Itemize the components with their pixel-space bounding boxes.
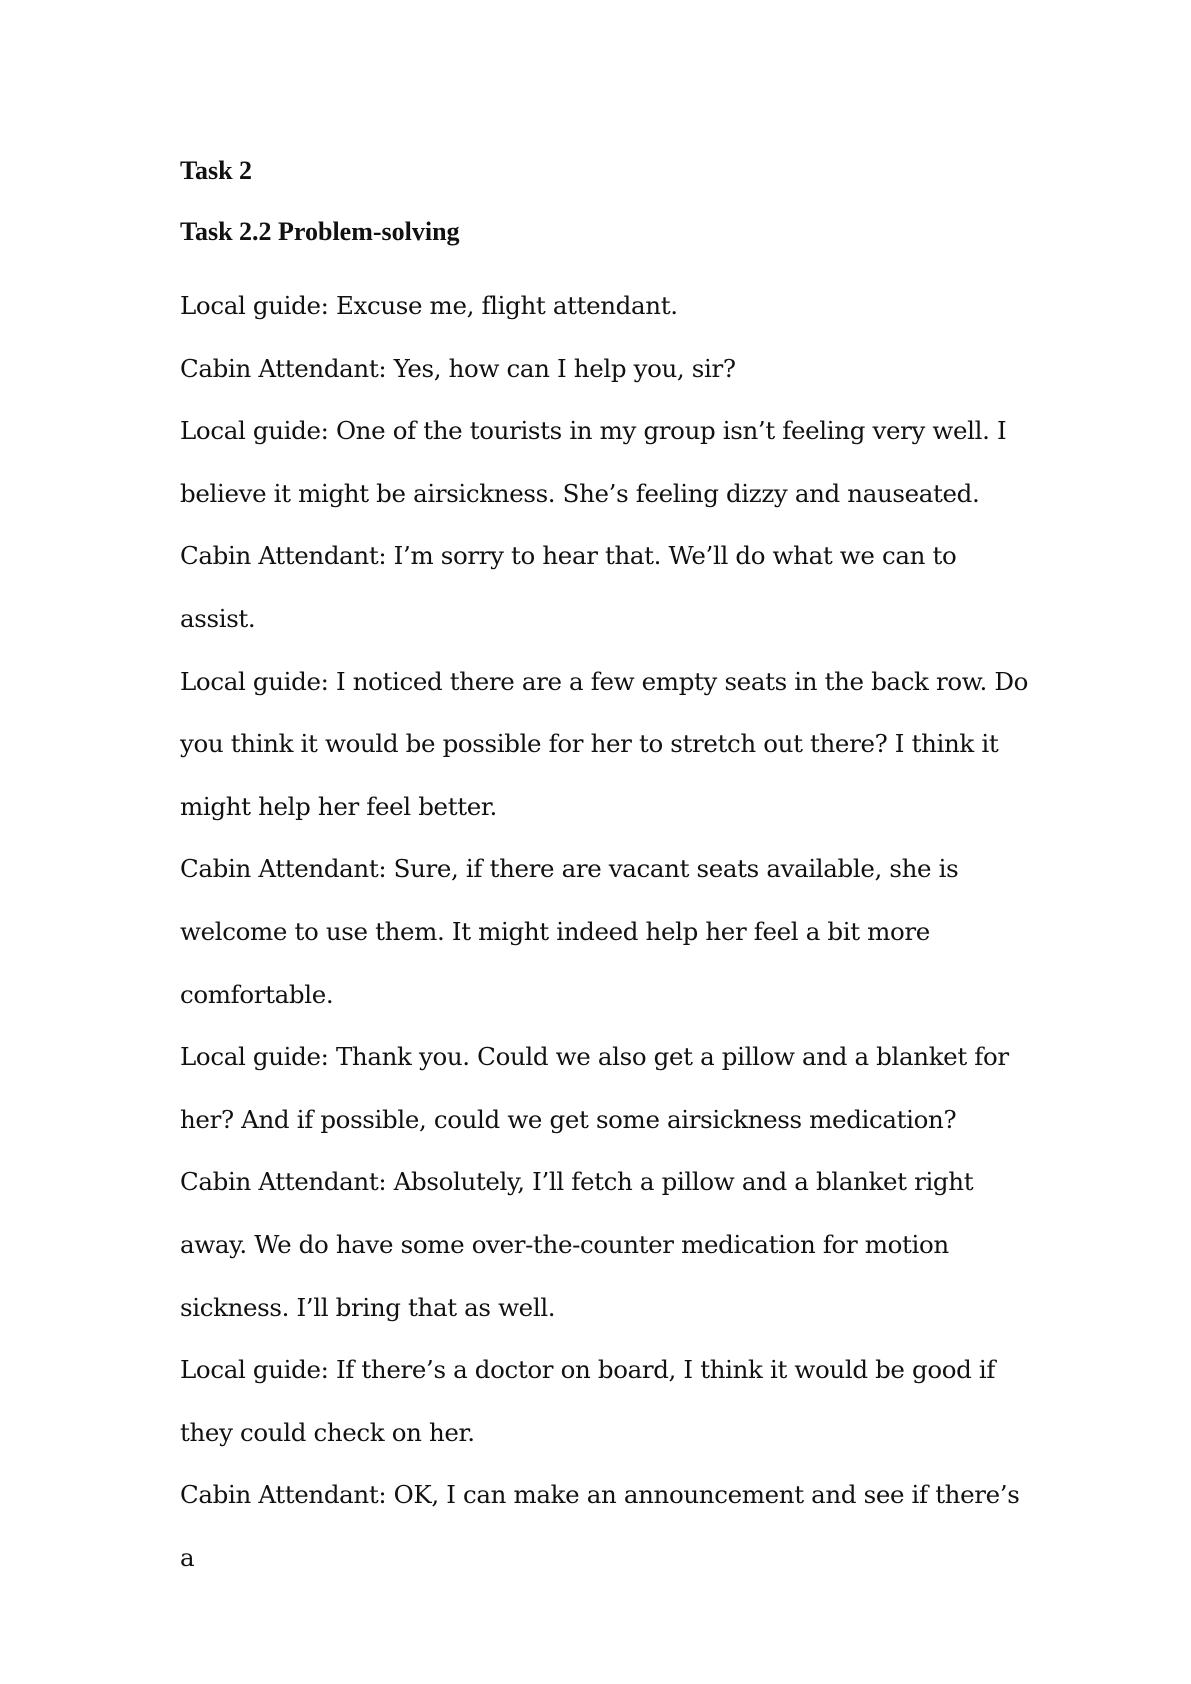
dialogue-line: Cabin Attendant: I’m sorry to hear that. We’ll do what we can to assist. [180, 541, 957, 633]
task-subtitle: Task 2.2 Problem-solving [180, 217, 460, 246]
dialogue-line: Local guide: If there’s a doctor on board, I think it would be good if they could check on her. [180, 1355, 996, 1447]
dialogue-line: Local guide: Excuse me, flight attendant. [180, 291, 678, 320]
document-body [180, 156, 1030, 1589]
dialogue-line: Cabin Attendant: Absolutely, I’ll fetch a pillow and a blanket right away. We do have some over-the-counter medication for motion sickness. I’ll bring that as well. [180, 1167, 974, 1322]
dialogue-line: Cabin Attendant: Sure, if there are vacant seats available, she is welcome to use them. It might indeed help her feel a bit more comfortable. [180, 854, 959, 1009]
dialogue-line: Local guide: I noticed there are a few empty seats in the back row. Do you think it would be possible for her to stretch out there? I think it might help her feel better. [180, 666, 1029, 821]
dialogue [180, 275, 1030, 1589]
dialogue-line: Local guide: One of the tourists in my group isn’t feeling very well. I believe it might be airsickness. She’s feeling dizzy and nauseated. [180, 416, 1007, 508]
dialogue-line: Cabin Attendant: OK, I can make an announcement and see if there’s a [180, 1480, 1020, 1572]
dialogue-line: Cabin Attendant: Yes, how can I help you, sir? [180, 353, 736, 383]
task-title: Task 2 [180, 156, 253, 185]
dialogue-line: Local guide: Thank you. Could we also get a pillow and a blanket for her? And if possible, could we get some airsickness medication? [180, 1042, 1009, 1134]
